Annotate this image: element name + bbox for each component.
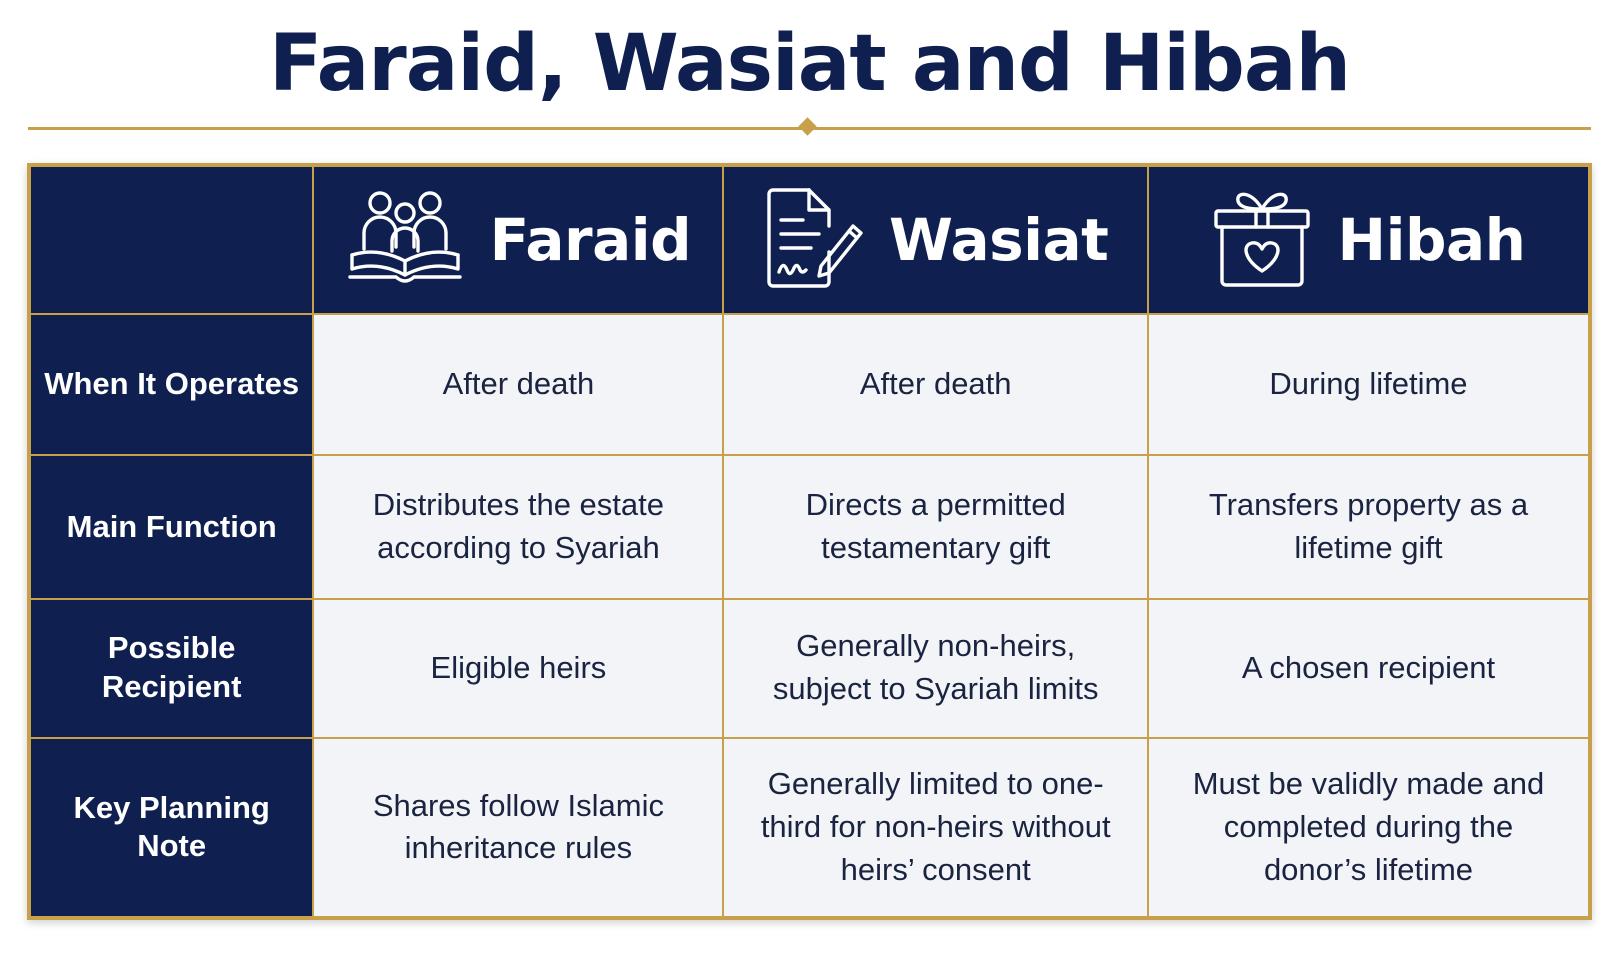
table-row-main-function bbox=[30, 455, 1589, 598]
gift-box-heart-icon bbox=[1212, 187, 1312, 294]
header-row bbox=[30, 166, 1589, 314]
column-header-hibah bbox=[1148, 166, 1589, 314]
table-row-when-it-operates bbox=[30, 314, 1589, 455]
table-cell bbox=[723, 314, 1148, 455]
cell-text: Must be validly made and completed during the donor’s lifetime bbox=[1192, 766, 1545, 887]
table-cell bbox=[723, 738, 1148, 917]
table-cell bbox=[1148, 738, 1589, 917]
row-header: When It Operates bbox=[30, 314, 313, 455]
page-title: Faraid, Wasiat and Hibah bbox=[268, 19, 1351, 109]
cell-text: Directs a permitted testamentary gift bbox=[805, 487, 1066, 565]
column-header-label: Hibah bbox=[1337, 206, 1526, 274]
corner-header-cell bbox=[30, 166, 313, 314]
divider-diamond-ornament bbox=[798, 117, 816, 135]
cell-text: Generally limited to one-third for non-heirs without heirs’ consent bbox=[760, 766, 1111, 887]
table-cell bbox=[723, 455, 1148, 598]
cell-text: After death bbox=[442, 366, 595, 402]
table-row-key-planning-note bbox=[30, 738, 1589, 917]
table-cell bbox=[1148, 314, 1589, 455]
signed-document-icon bbox=[763, 186, 863, 295]
table-cell bbox=[313, 599, 723, 738]
table-cell bbox=[1148, 599, 1589, 738]
column-header-label: Wasiat bbox=[889, 206, 1109, 274]
column-header-label: Faraid bbox=[489, 206, 692, 274]
cell-text: During lifetime bbox=[1269, 366, 1468, 402]
cell-text: A chosen recipient bbox=[1241, 649, 1496, 685]
row-header: Possible Recipient bbox=[30, 599, 313, 738]
table-cell bbox=[723, 599, 1148, 738]
cell-text: Distributes the estate according to Syariah bbox=[372, 487, 664, 565]
cell-text: Shares follow Islamic inheritance rules bbox=[372, 787, 664, 866]
table-row-possible-recipient bbox=[30, 599, 1589, 738]
cell-text: After death bbox=[859, 366, 1012, 402]
column-header-wasiat bbox=[723, 166, 1148, 314]
cell-text: Eligible heirs bbox=[430, 649, 607, 685]
table-cell bbox=[313, 738, 723, 917]
table-cell bbox=[313, 314, 723, 455]
table-cell bbox=[313, 455, 723, 598]
table-cell bbox=[1148, 455, 1589, 598]
family-book-icon bbox=[346, 189, 464, 292]
comparison-table bbox=[29, 165, 1590, 918]
comparison-table-container bbox=[27, 163, 1592, 920]
row-header: Key Planning Note bbox=[30, 738, 313, 917]
row-header: Main Function bbox=[30, 455, 313, 598]
cell-text: Generally non-heirs, subject to Syariah limits bbox=[772, 628, 1099, 707]
column-header-faraid bbox=[313, 166, 723, 314]
cell-text: Transfers property as a lifetime gift bbox=[1208, 487, 1529, 565]
